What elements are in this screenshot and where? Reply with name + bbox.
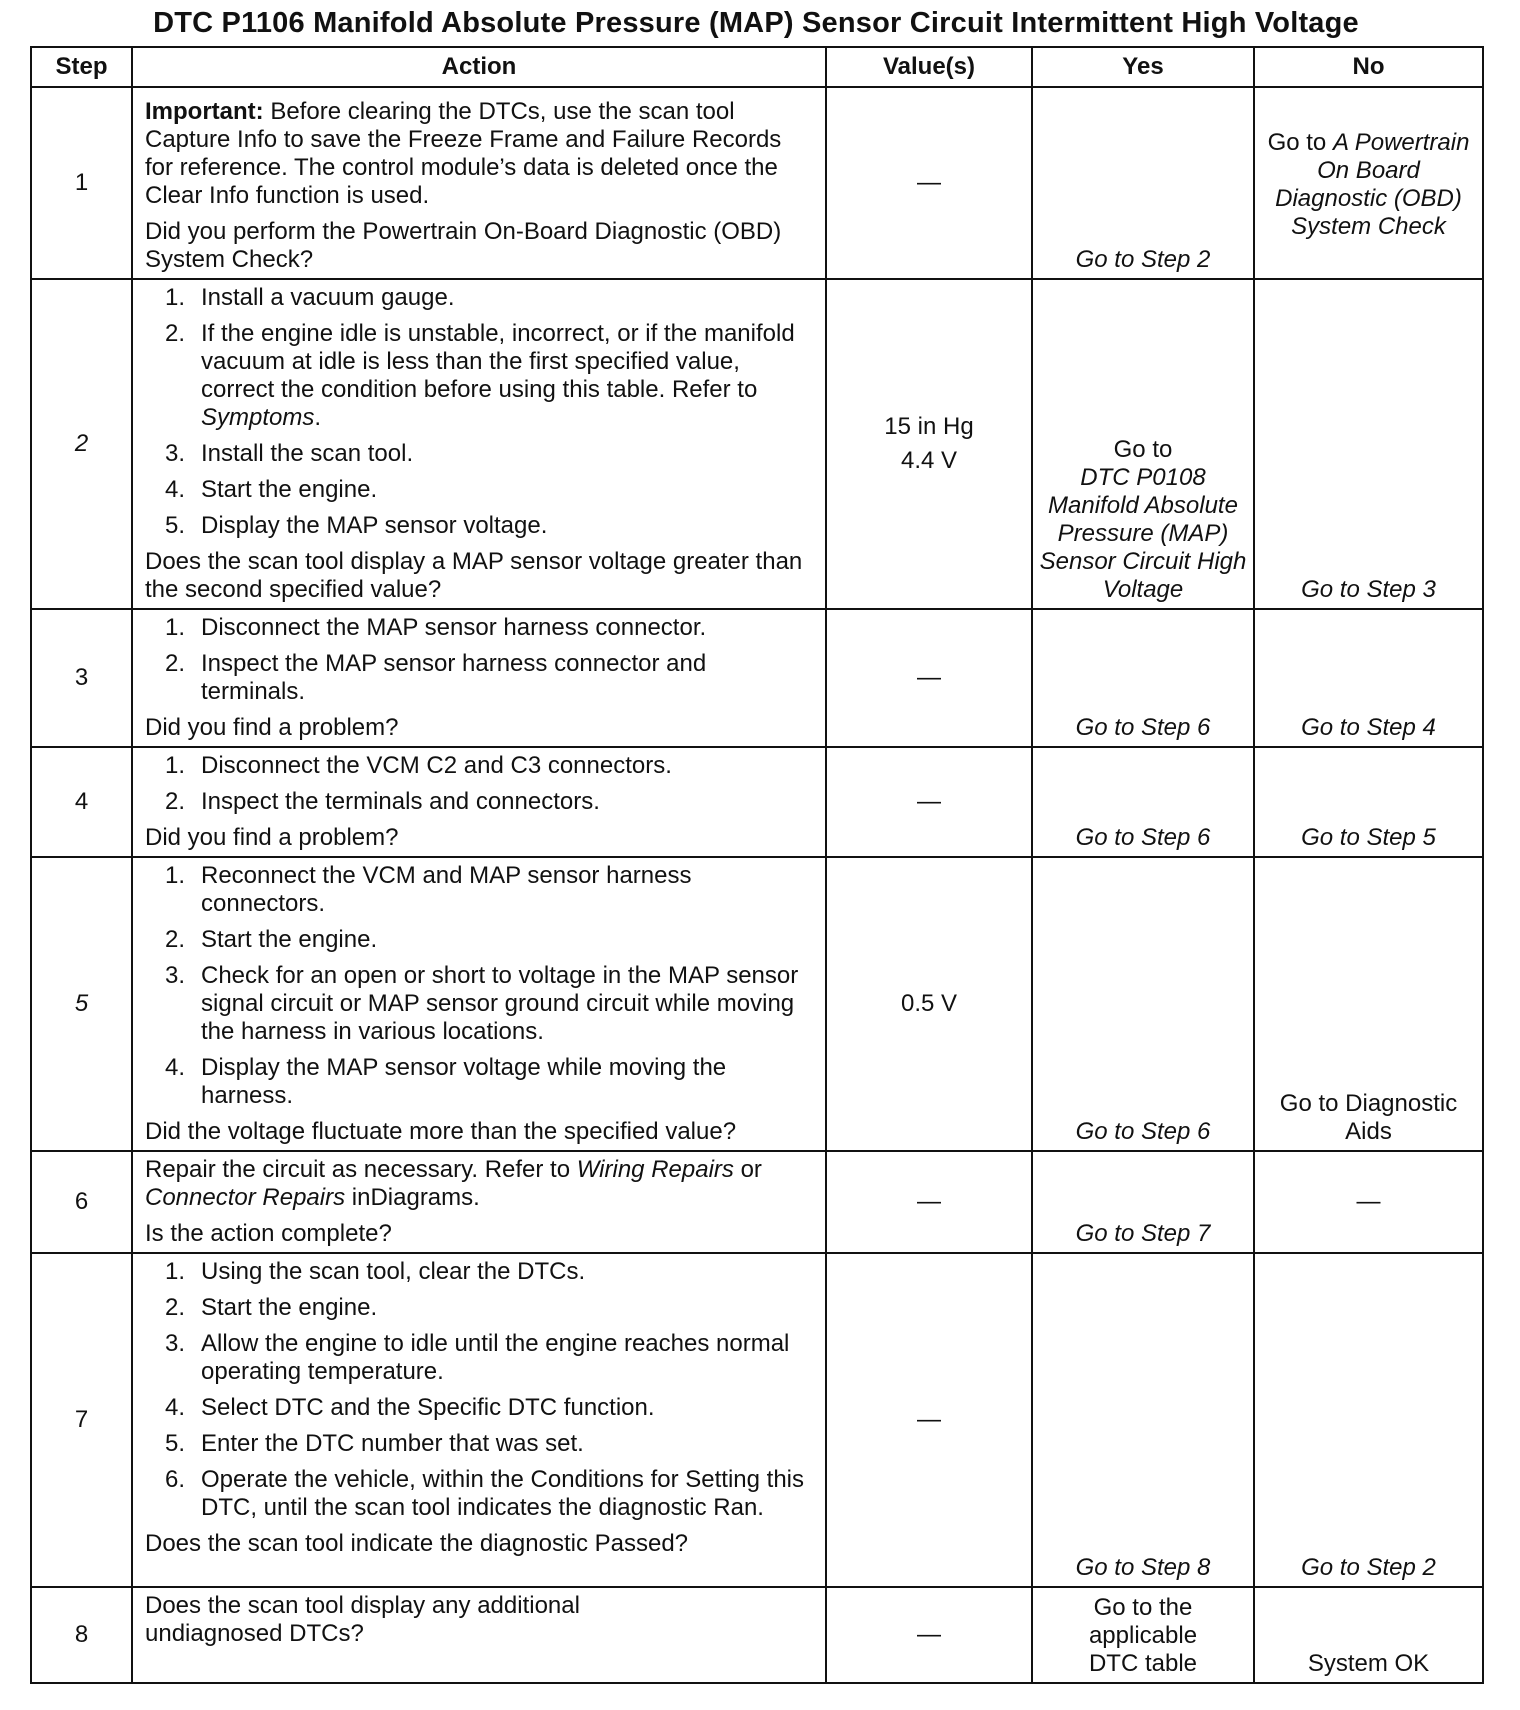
no-cell	[1254, 87, 1483, 279]
action-steps	[145, 1258, 815, 1522]
step-number: 6	[31, 1151, 132, 1253]
list-item: 4. Start the engine.	[165, 476, 378, 503]
important-text: Before clearing the DTCs, use the scan tool Capture Info to save the Freeze Frame and Failure Records for reference. The control module’s data is deleted once the Clear Info function is used.	[145, 98, 782, 209]
value-cell: —	[826, 1587, 1032, 1683]
no-link[interactable]: Go to Step 4	[1254, 609, 1483, 747]
yes-link[interactable]: Go to the applicable DTC table	[1032, 1587, 1254, 1683]
table-row	[31, 609, 1483, 747]
table-row	[31, 857, 1483, 1151]
no-link[interactable]: Go to Diagnostic Aids	[1254, 857, 1483, 1151]
table-row	[31, 747, 1483, 857]
value-voltage: 4.4 V	[900, 447, 958, 474]
list-item: 1. Reconnect the VCM and MAP sensor harness connectors.	[165, 862, 692, 917]
yes-link[interactable]: Go to Step 2	[1032, 87, 1254, 279]
table-row	[31, 1151, 1483, 1253]
question-text: Did you find a problem?	[145, 714, 399, 741]
step-number: 3	[31, 609, 132, 747]
list-item: 3. Install the scan tool.	[165, 440, 414, 467]
list-item: 2. If the engine idle is unstable, incorrect, or if the manifold vacuum at idle is less than the first specified value, correct the condition before using this table. Refer to Symptoms.	[165, 320, 795, 431]
action-steps	[145, 862, 815, 1110]
important-label: Important:	[145, 98, 264, 125]
question-text: Did you find a problem?	[145, 824, 399, 851]
yes-prefix: Go to	[1113, 436, 1173, 463]
no-prefix: Go to	[1267, 129, 1333, 156]
no-cell: —	[1254, 1151, 1483, 1253]
value-cell: —	[826, 1253, 1032, 1587]
yes-link[interactable]: Go to Step 7	[1032, 1151, 1254, 1253]
list-item: 1. Using the scan tool, clear the DTCs.	[165, 1258, 586, 1285]
important-note	[145, 98, 815, 210]
step-number: 2	[31, 279, 132, 609]
list-item: 3. Allow the engine to idle until the engine reaches normal operating temperature.	[165, 1330, 790, 1385]
action-cell	[132, 609, 826, 747]
no-link[interactable]: Go to Step 5	[1254, 747, 1483, 857]
action-cell	[132, 1253, 826, 1587]
step-number: 7	[31, 1253, 132, 1587]
table-row	[31, 1253, 1483, 1587]
repair-instruction: Repair the circuit as necessary. Refer to Wiring Repairs or Connector Repairs inDiagrams.	[145, 1156, 762, 1211]
list-item: 2. Start the engine.	[165, 1294, 378, 1321]
yes-link[interactable]: Go to Step 6	[1032, 609, 1254, 747]
diagnostic-table	[30, 46, 1484, 1684]
connector-repairs-link[interactable]: Connector Repairs	[145, 1184, 346, 1211]
step-number: 8	[31, 1587, 132, 1683]
no-link[interactable]: Go to Step 2	[1254, 1253, 1483, 1587]
action-cell	[132, 857, 826, 1151]
action-cell	[132, 279, 826, 609]
list-item: 4. Select DTC and the Specific DTC function.	[165, 1394, 655, 1421]
symptoms-link[interactable]: Symptoms	[201, 404, 315, 431]
action-steps	[145, 752, 815, 816]
list-item: 3. Check for an open or short to voltage in the MAP sensor signal circuit or MAP sensor ground circuit while moving the harness in various locations.	[165, 962, 799, 1045]
action-cell	[132, 87, 826, 279]
question-text: Did you perform the Powertrain On-Board Diagnostic (OBD) System Check?	[145, 218, 782, 273]
header-no: No	[1254, 47, 1483, 87]
question-text: Did the voltage fluctuate more than the specified value?	[145, 1118, 737, 1145]
question-text: Does the scan tool display a MAP sensor voltage greater than the second specified value?	[145, 548, 803, 603]
list-item: 2. Inspect the terminals and connectors.	[165, 788, 600, 815]
list-item: 1. Disconnect the VCM C2 and C3 connectors.	[165, 752, 672, 779]
header-yes: Yes	[1032, 47, 1254, 87]
list-item: 4. Display the MAP sensor voltage while moving the harness.	[165, 1054, 727, 1109]
action-cell	[132, 747, 826, 857]
value-cell: 0.5 V	[826, 857, 1032, 1151]
table-header-row	[31, 47, 1483, 87]
table-row	[31, 279, 1483, 609]
step-number: 1	[31, 87, 132, 279]
page-title: DTC P1106 Manifold Absolute Pressure (MAP) Sensor Circuit Intermittent High Voltage	[153, 7, 1359, 39]
value-cell: —	[826, 1151, 1032, 1253]
action-steps	[145, 614, 815, 706]
yes-link[interactable]: DTC P0108 Manifold Absolute Pressure (MAP) Sensor Circuit High Voltage	[1039, 464, 1247, 603]
no-result: System OK	[1254, 1587, 1483, 1683]
no-link[interactable]: Go to Step 3	[1254, 279, 1483, 609]
yes-cell	[1032, 279, 1254, 609]
no-link[interactable]: A Powertrain On Board Diagnostic (OBD) System Check	[1275, 129, 1470, 240]
step-number: 5	[31, 857, 132, 1151]
question-text: Does the scan tool display any additional undiagnosed DTCs?	[145, 1592, 580, 1647]
yes-link[interactable]: Go to Step 6	[1032, 747, 1254, 857]
list-item: 1. Disconnect the MAP sensor harness connector.	[165, 614, 707, 641]
yes-link[interactable]: Go to Step 8	[1032, 1253, 1254, 1587]
header-step: Step	[31, 47, 132, 87]
value-cell	[826, 279, 1032, 609]
value-cell: —	[826, 747, 1032, 857]
value-vacuum: 15 in Hg	[884, 413, 974, 440]
header-values: Value(s)	[826, 47, 1032, 87]
list-item: 5. Display the MAP sensor voltage.	[165, 512, 548, 539]
list-item: 6. Operate the vehicle, within the Conditions for Setting this DTC, until the scan tool indicates the diagnostic Ran.	[165, 1466, 804, 1521]
question-text: Does the scan tool indicate the diagnostic Passed?	[145, 1530, 689, 1557]
table-row	[31, 87, 1483, 279]
value-cell: —	[826, 87, 1032, 279]
list-item: 2. Inspect the MAP sensor harness connector and terminals.	[165, 650, 707, 705]
action-cell	[132, 1587, 826, 1683]
wiring-repairs-link[interactable]: Wiring Repairs	[576, 1156, 734, 1183]
action-steps	[145, 284, 815, 540]
table-row	[31, 1587, 1483, 1683]
action-cell	[132, 1151, 826, 1253]
list-item: 1. Install a vacuum gauge.	[165, 284, 455, 311]
list-item: 5. Enter the DTC number that was set.	[165, 1430, 584, 1457]
header-action: Action	[132, 47, 826, 87]
value-cell: —	[826, 609, 1032, 747]
question-text: Is the action complete?	[145, 1220, 392, 1247]
list-item: 2. Start the engine.	[165, 926, 378, 953]
yes-link[interactable]: Go to Step 6	[1032, 857, 1254, 1151]
step-number: 4	[31, 747, 132, 857]
